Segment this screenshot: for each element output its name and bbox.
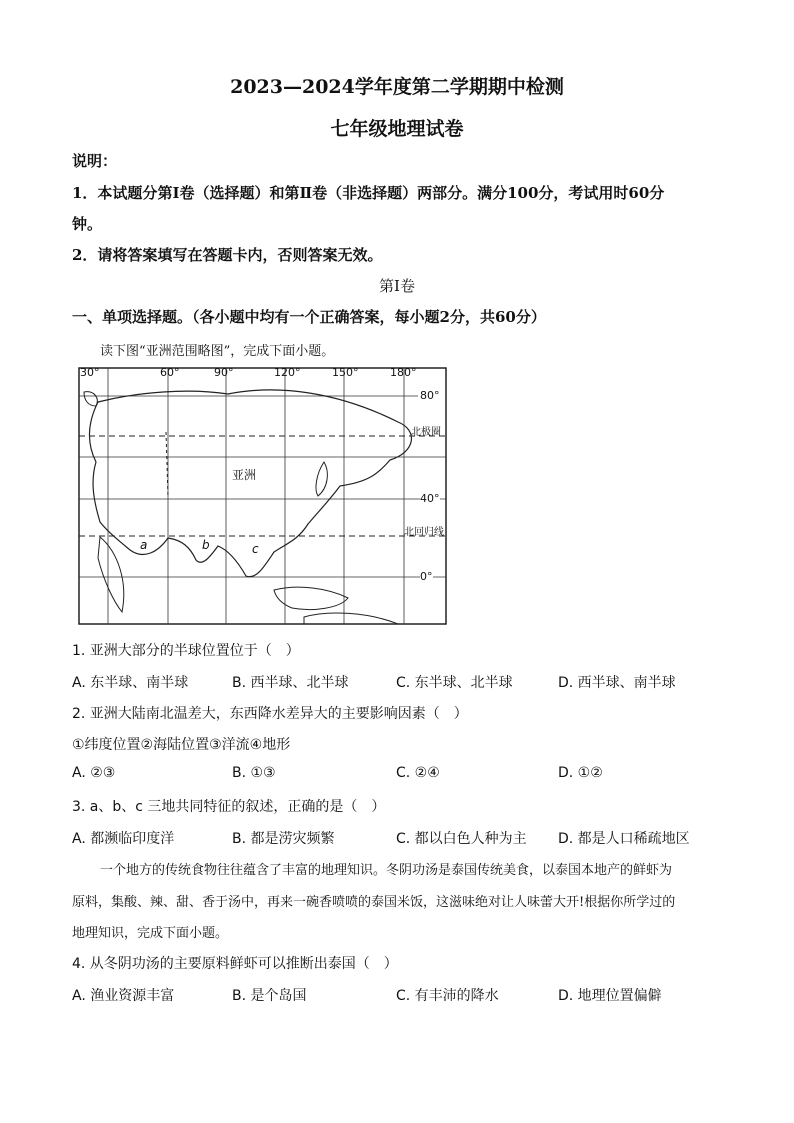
question-1-option-a: A. 东半球、南半球 (72, 675, 189, 691)
part-heading: 一、单项选择题。（各小题中均有一个正确答案，每小题2分，共60分） (72, 308, 546, 326)
asia-map (78, 362, 450, 626)
question-3-option-a: A. 都濒临印度洋 (72, 831, 175, 847)
page-subtitle: 七年级地理试卷 (330, 118, 464, 140)
volume-heading: 第Ⅰ卷 (379, 277, 415, 295)
question-1-option-c: C. 东半球、北半球 (396, 675, 513, 691)
question-2-option-b: B. ①③ (232, 765, 276, 781)
question-2-option-a: A. ②③ (72, 765, 116, 781)
question-2-option-d: D. ①② (558, 765, 603, 781)
map-label-tropic: 北回归线 (404, 527, 444, 538)
passage-line-1: 一个地方的传统食物往往蕴含了丰富的地理知识。冬阴功汤是泰国传统美食，以泰国本地产的鲜虾为 (100, 863, 673, 878)
map-label-180: 180° (390, 366, 417, 379)
notes-label: 说明： (72, 152, 118, 170)
map-label-60: 60° (160, 366, 180, 379)
question-4-option-b: B. 是个岛国 (232, 988, 307, 1004)
map-label-30: 30° (80, 366, 100, 379)
question-1-option-d: D. 西半球、南半球 (558, 675, 676, 691)
passage-line-2: 原料，集酸、辣、甜、香于汤中，再来一碗香喷喷的泰国米饭，这滋味绝对让人味蕾大开!根据你所学过的 (72, 895, 676, 910)
map-point-c: c (252, 542, 259, 556)
question-1-option-b: B. 西半球、北半球 (232, 675, 349, 691)
map-label-120: 120° (274, 366, 301, 379)
map-label-lat0: 0° (420, 570, 433, 583)
page-title: 2023—2024学年度第二学期期中检测 (230, 76, 564, 98)
question-4-option-a: A. 渔业资源丰富 (72, 988, 175, 1004)
map-label-90: 90° (214, 366, 234, 379)
map-intro: 读下图“亚洲范围略图”，完成下面小题。 (100, 344, 335, 359)
question-3-stem: 3. a、b、c 三地共同特征的叙述，正确的是（ ） (72, 799, 386, 815)
note-item-1-cont: 钟。 (72, 215, 103, 233)
passage-line-3: 地理知识，完成下面小题。 (72, 926, 229, 941)
question-3-option-b: B. 都是涝灾频繁 (232, 831, 335, 847)
asia-map-figure (78, 362, 450, 626)
map-label-asia: 亚洲 (232, 468, 257, 482)
map-point-b: b (202, 538, 210, 552)
question-2-option-c: C. ②④ (396, 765, 440, 781)
question-4-option-c: C. 有丰沛的降水 (396, 988, 499, 1004)
map-label-150: 150° (332, 366, 359, 379)
question-1-stem: 1. 亚洲大部分的半球位置位于（ ） (72, 643, 300, 659)
map-label-lat40: 40° (420, 492, 440, 505)
map-label-lat80: 80° (420, 389, 440, 402)
note-item-2: 2．请将答案填写在答题卡内，否则答案无效。 (72, 246, 383, 264)
question-2-sub: ①纬度位置②海陆位置③洋流④地形 (72, 737, 291, 753)
note-item-1: 1．本试题分第Ⅰ卷（选择题）和第Ⅱ卷（非选择题）两部分。满分100分，考试用时60分 (72, 184, 665, 202)
question-3-option-c: C. 都以白色人种为主 (396, 831, 527, 847)
map-point-a: a (140, 538, 148, 552)
question-4-stem: 4. 从冬阴功汤的主要原料鲜虾可以推断出泰国（ ） (72, 956, 398, 972)
question-4-option-d: D. 地理位置偏僻 (558, 988, 662, 1004)
question-2-stem: 2. 亚洲大陆南北温差大，东西降水差异大的主要影响因素（ ） (72, 706, 468, 722)
map-label-arctic-circle: 北极圈 (411, 427, 441, 438)
question-3-option-d: D. 都是人口稀疏地区 (558, 831, 690, 847)
